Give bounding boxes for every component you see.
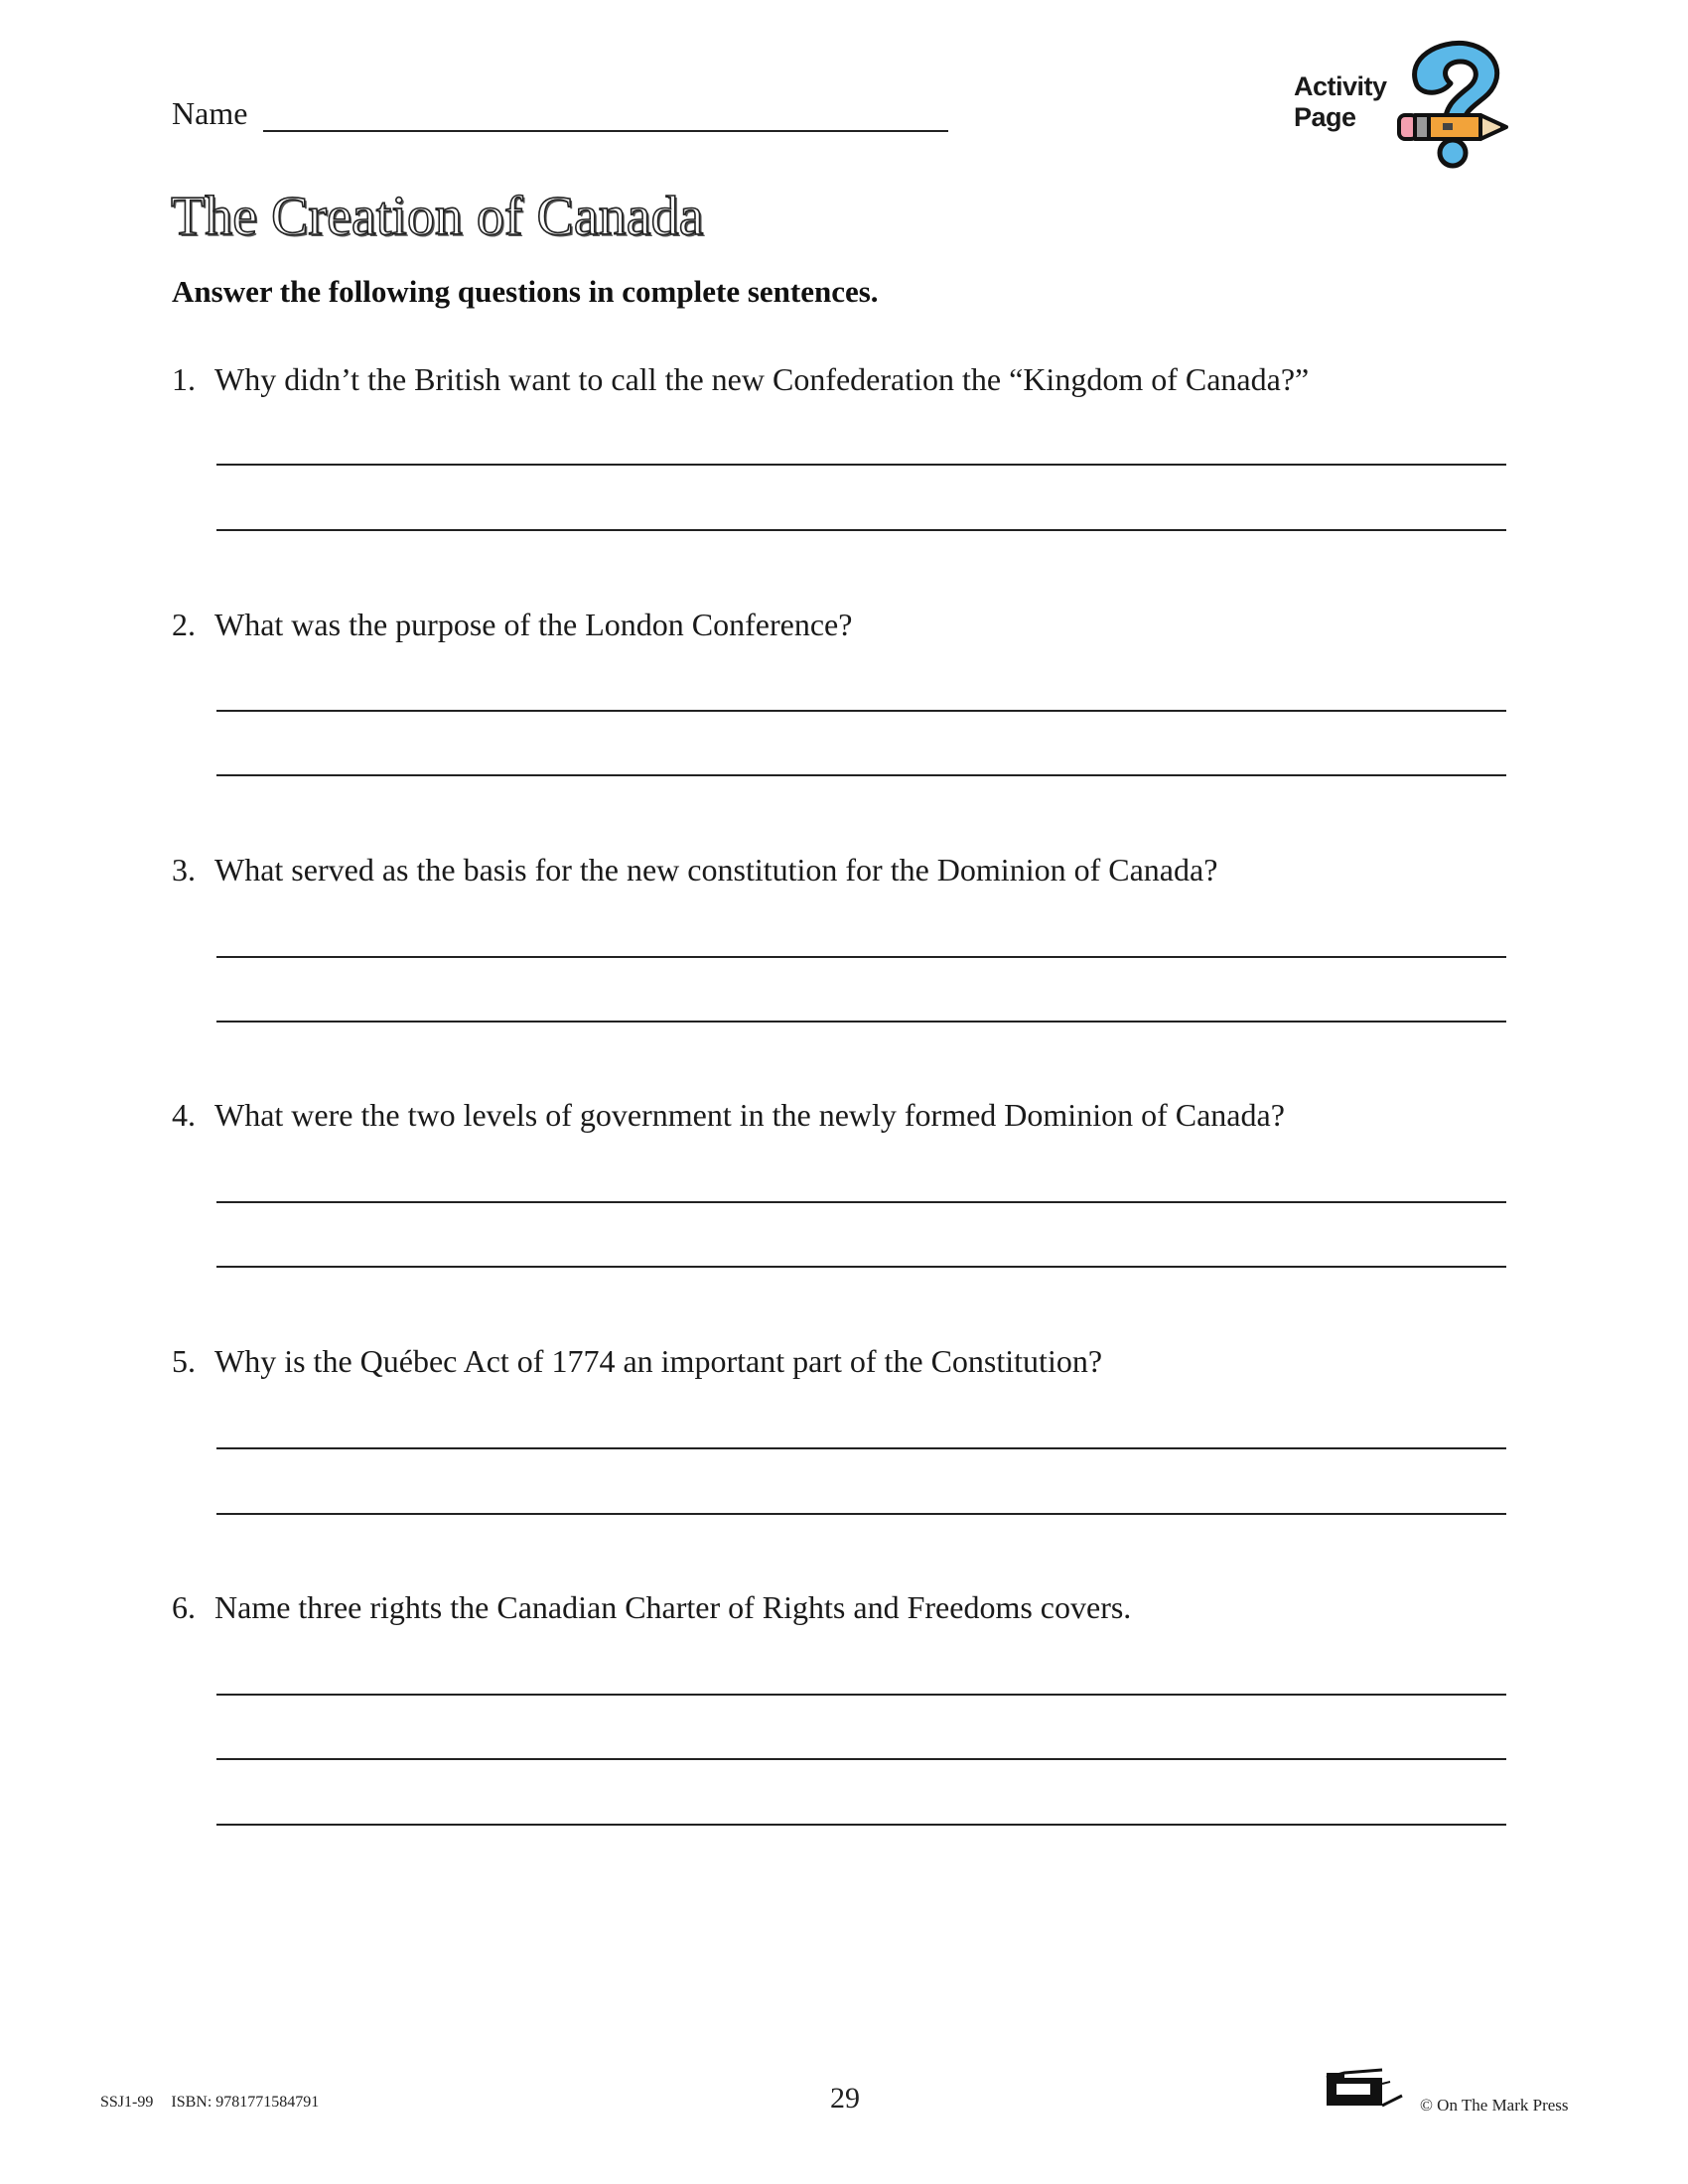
answer-line-3-2[interactable]: [216, 1021, 1506, 1023]
photocopier-icon: [1325, 2068, 1404, 2108]
question-number: 5.: [172, 1343, 196, 1379]
question-4: [172, 1095, 1285, 1135]
question-6: [172, 1587, 1131, 1627]
question-2: [172, 605, 852, 644]
question-text: Name three rights the Canadian Charter of Rights and Freedoms covers.: [214, 1589, 1132, 1625]
footer-book-info: [100, 2093, 319, 2113]
name-input-line[interactable]: [263, 130, 948, 132]
answer-line-2-2[interactable]: [216, 774, 1506, 776]
isbn: ISBN: 9781771584791: [171, 2094, 320, 2111]
book-code: SSJ1-99: [100, 2094, 154, 2111]
answer-line-1-2[interactable]: [216, 529, 1506, 531]
answer-line-4-1[interactable]: [216, 1201, 1506, 1203]
question-number: 1.: [172, 361, 196, 397]
question-5: [172, 1341, 1102, 1381]
answer-line-5-2[interactable]: [216, 1513, 1506, 1515]
answer-line-2-1[interactable]: [216, 710, 1506, 712]
question-text: Why didn’t the British want to call the new Confederation the “Kingdom of Canada?”: [214, 361, 1310, 397]
question-1: [172, 359, 1309, 399]
instructions: Answer the following questions in complete sentences.: [172, 274, 879, 309]
question-number: 4.: [172, 1097, 196, 1133]
answer-line-3-1[interactable]: [216, 956, 1506, 958]
page-title: The Creation of Canada: [171, 186, 704, 247]
activity-page-badge: [1294, 71, 1387, 133]
answer-line-6-1[interactable]: [216, 1694, 1506, 1696]
answer-line-5-1[interactable]: [216, 1447, 1506, 1449]
question-text: What served as the basis for the new constitution for the Dominion of Canada?: [214, 852, 1218, 887]
question-text: Why is the Québec Act of 1774 an important part of the Constitution?: [214, 1343, 1103, 1379]
answer-line-1-1[interactable]: [216, 464, 1506, 466]
name-label: Name: [172, 95, 248, 131]
question-mark-pencil-icon: [1395, 38, 1514, 172]
question-text: What was the purpose of the London Conference?: [214, 607, 853, 642]
answer-line-4-2[interactable]: [216, 1266, 1506, 1268]
question-text: What were the two levels of government in the newly formed Dominion of Canada?: [214, 1097, 1285, 1133]
question-number: 2.: [172, 607, 196, 642]
badge-line-2: Page: [1294, 102, 1356, 132]
question-3: [172, 850, 1217, 889]
badge-line-1: Activity: [1294, 71, 1387, 101]
question-number: 3.: [172, 852, 196, 887]
page-number: 29: [830, 2082, 860, 2115]
answer-line-6-2[interactable]: [216, 1758, 1506, 1760]
question-number: 6.: [172, 1589, 196, 1625]
copyright: © On The Mark Press: [1420, 2096, 1569, 2115]
answer-line-6-3[interactable]: [216, 1824, 1506, 1826]
